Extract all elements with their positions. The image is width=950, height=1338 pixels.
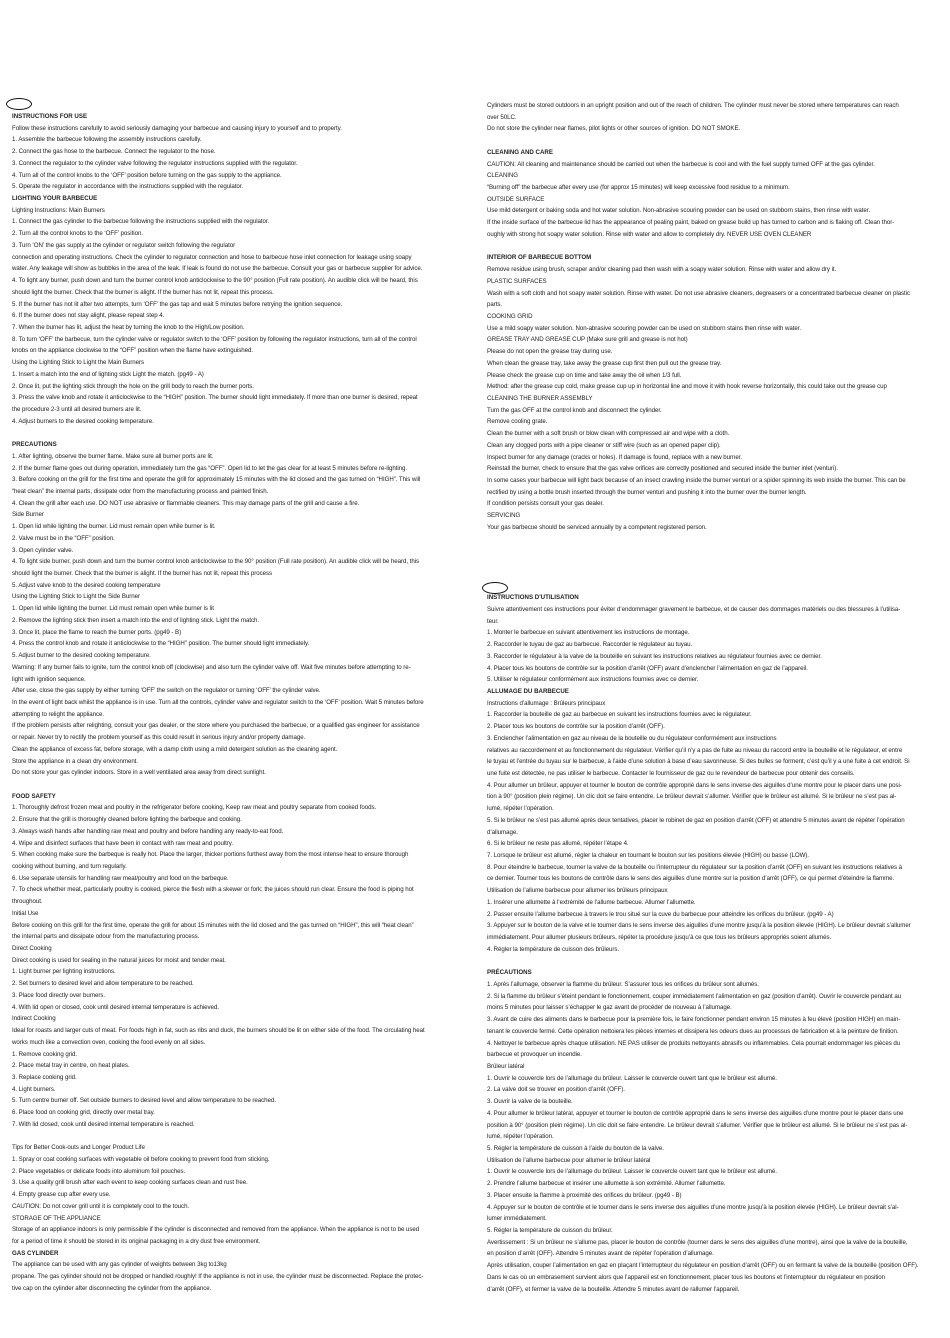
text-line: Reinstall the burner, check to ensure that the gas valve orifices are correctly positioned and secured inside the burner inlet (venturi). (487, 465, 838, 473)
text-line: lumer immédiatement. (487, 1215, 547, 1223)
text-line: parts. (487, 301, 503, 309)
text-line (487, 569, 949, 581)
text-line: Store the appliance in a clean dry environment. (12, 757, 138, 765)
text-line: 1. Ouvrir le couvercle lors de l’allumage du brûleur. Laisser le couvercle ouvert tant que le brûleur est allumé. (487, 1168, 777, 1176)
text-line: 2. Turn all the control knobs to the ‘OFF’ position. (12, 230, 143, 238)
text-line: should light the burner. Check that the burner is alight. If the burner has not lit, repeat this process (12, 570, 273, 578)
text-line: 3. Enclencher l’alimentation en gaz au niveau de la bouteille ou du régulateur conformément aux instructions (487, 734, 777, 742)
text-line: 1. Open lid while lighting the burner. Lid must remain open while burner is lit (12, 605, 214, 613)
text-line: 3. Replace cooking grid. (12, 1073, 77, 1081)
text-line: 4. To light side burner, push down and turn the burner control knob anticlockwise to the 90° position (Full rate position). An audible click will be heard, this (12, 558, 420, 566)
text-line: lumé, répéter l’opération. (487, 1133, 554, 1141)
section-heading: FOOD SAFETY (12, 792, 56, 800)
text-line: 2. Valve must be in the “OFF” position. (12, 534, 115, 542)
text-line: 1. Insérer une allumette à l’extrémité de l’allume barbecue. Allumer l’allumette. (487, 898, 696, 906)
text-line: If the problem persists after relighting, consult your gas dealer, or the store where you purchased the barbecue, or a qualified gas engineer for assistance (12, 722, 420, 730)
text-line (487, 545, 949, 557)
text-line: throughout. (12, 898, 43, 906)
text-line: Dans le cas où un embrasement survient alors que l’appareil est en fonctionnement, placer tous les boutons et l’interrupteur du régulateur en position (487, 1273, 886, 1281)
text-line: 5. Operate the regulator in accordance with the instructions supplied with the regulator. (12, 183, 244, 191)
text-line: Use a mild soapy water solution. Non-abrasive scouring powder can be used on stubborn stains then rinse with water. (487, 324, 802, 332)
text-line: 1. Thoroughly defrost frozen meat and poultry in the refrigerator before cooking, Keep raw meat and poultry separate from cooked foods. (12, 804, 377, 812)
text-line: The appliance can be used with any gas cylinder of weights between 3kg to13kg (12, 1261, 227, 1269)
text-line: 4. Pour allumer le brûleur latéral, appuyer et tourner le bouton de contrôle approprié dans le sens inverse des aiguilles d’une montre pour le placer dans une (487, 1109, 904, 1117)
text-line: Side Burner (12, 511, 44, 519)
text-line: 3. Press the valve knob and rotate it anticlockwise to the “HIGH” position. The burner should light immediately. If more than one burner is desired, repeat (12, 394, 418, 402)
text-line: 3. Always wash hands after handling raw meat and poultry and before handling any ready-to-eat food. (12, 827, 284, 835)
text-line: STORAGE OF THE APPLIANCE (12, 1214, 101, 1222)
section-heading: PRÉCAUTIONS (487, 969, 532, 977)
text-line (487, 241, 949, 253)
text-line: 1. Ouvrir le couvercle lors de l’allumage du brûleur. Laisser le couvercle ouvert tant que le brûleur est allumé. (487, 1074, 777, 1082)
section-heading: PRECAUTIONS (12, 441, 57, 449)
text-line (487, 955, 949, 967)
text-line: 6. Place food on cooking grid, directly over metal tray. (12, 1109, 155, 1117)
text-line: 1. Raccorder la bouteille de gaz au barbecue en suivant les instructions fournies avec le régulateur. (487, 711, 752, 719)
text-line: 2. Ensure that the grill is thoroughly cleaned before lighting the barbeque and cooking. (12, 816, 242, 824)
text-line: “heat clean” the internal parts, dissipate odor from the manufacturing process and painted finish. (12, 488, 269, 495)
text-line: Do not store your gas cylinder indoors. Store in a well ventilated area away from direct sunlight. (12, 769, 266, 777)
text-line: CAUTION: Do not cover grill until it is completely cool to the touch. (12, 1202, 190, 1210)
text-line: 3. Turn ‘ON’ the gas supply at the cylinder or regulator switch following the regulator (12, 241, 236, 249)
text-line: Avertissement : Si un brûleur ne s’allume pas, placer le bouton de contrôle (tourner dans le sens des aiguilles d’une montre), ainsi que la valve de la bouteille, (487, 1238, 908, 1246)
text-line: relatives au raccordement et au fonctionnement du régulateur. Vérifier qu’il n’y a pas de fuite au niveau du raccord entre la bouteille et le régulateur, et entre (487, 746, 903, 754)
text-line: knobs on the appliance clockwise to the “OFF” position when the flame have extinguished. (12, 347, 254, 355)
text-line: 4. Pour allumer un brûleur, appuyer et tourner le bouton de contrôle approprié dans le sens inverse des aiguilles d’une montre pour le placer dans une posi- (487, 781, 902, 789)
text-line: Turn the gas OFF at the control knob and disconnect the cylinder. (487, 406, 662, 414)
text-line: 5. Adjust burner to the desired cooking temperature. (12, 652, 151, 660)
text-line: teur. (487, 617, 499, 625)
text-line (487, 534, 949, 546)
text-line: Direct Cooking (12, 945, 52, 953)
section-heading: INSTRUCTIONS D'UTILISATION (487, 594, 579, 602)
text-line: the procedure 2-3 until all desired burners are lit. (12, 405, 142, 413)
text-line: barbecue et provoquer un incendie. (487, 1051, 582, 1059)
text-line: 6. Si le brûleur ne reste pas allumé, répéter l’étape 4. (487, 840, 629, 848)
text-line: Do not store the cylinder near flames, pilot lights or other sources of ignition. DO NOT SMOKE. (487, 125, 741, 133)
text-line: for a period of time it should be stored in its original packaging in a dry dust free environment. (12, 1238, 261, 1245)
text-line: une fuite est détectée, ne pas utiliser le barbecue. Contacter le fournisseur de gaz ou le revendeur de barbecue pour obtenir des conseils. (487, 769, 855, 777)
text-line: 1. Spray or coat cooking surfaces with vegetable oil before cooking to prevent food from sticking. (12, 1155, 270, 1163)
text-line: 8. To turn ‘OFF’ the barbecue, turn the cylinder valve or regulator switch to the ‘OFF’ position by following the regulator instructions, turn all of the control (12, 335, 417, 343)
text-line: 5. Si le brûleur ne s’est pas allumé après deux tentatives, placer le robinet de gaz en position d’arrêt (OFF) et attendre 5 minutes avant de répéter l’opération (487, 816, 905, 824)
text-line: propane. The gas cylinder should not be dropped or handled roughly! If the appliance is not in use, the cylinder must be disconnected. Replace the protec- (12, 1273, 424, 1281)
text-line: 5. If the burner has not lit after two attempts, turn ‘OFF’ the gas tap and wait 5 minutes before retrying the ignition sequence. (12, 300, 343, 308)
text-line: Wash with a soft cloth and hot soapy water solution. Rinse with water. Do not use abrasive cleaners, degreasers or a concentrated barbecue cleaner on plastic (487, 289, 911, 297)
text-line: CLEANING THE BURNER ASSEMBLY (487, 394, 593, 402)
section-heading: CLEANING AND CARE (487, 148, 553, 156)
section-heading: INSTRUCTIONS FOR USE (12, 113, 88, 120)
text-line: Before cooking on this grill for the first time, operate the grill for about 15 minutes with the lid closed and the gas turned on “HIGH”, this will “heat clean” (12, 921, 414, 929)
text-line: Method: after the grease cup cold, make grease cup up in horizontal line and move it with hook reverse horizontally, this could take out the grease cup (487, 383, 887, 391)
text-line: OUTSIDE SURFACE (487, 195, 545, 203)
text-line: CAUTION: All cleaning and maintenance should be carried out when the barbecue is cool and with the fuel supply turned OFF at the gas cylinder. (487, 160, 875, 168)
text-line: GREASE TRAY AND GREASE CUP (Make sure grill and grease is not hot) (487, 336, 688, 344)
text-line: 2. Set burners to desired level and allow temperature to be reached. (12, 980, 194, 988)
text-line: d’arrêt (OFF), et fermer la valve de la bouteille. Attendre 5 minutes avant de rallumer l’appareil. (487, 1285, 740, 1293)
text-line: Lighting Instructions: Main Burners (12, 206, 105, 214)
text-line: Utilisation de l’allume barbecue pour allumer les brûleurs principaux (487, 887, 668, 895)
text-line: 3. Appuyer sur le bouton de la valve et le tourner dans le sens inverse des aiguilles d’une montre jusqu’à la position élevée (HIGH). Le brûleur devrait s’allumer (487, 922, 911, 930)
text-line: Remove residue using brush, scraper and/or cleaning pad then wash with a soapy water solution. Rinse with water and allow dry it. (487, 266, 837, 274)
text-line: oughly with strong hot soapy water solution. Rinse with water and allow to completely dry. NEVER USE OVEN CLEANER (487, 230, 812, 238)
text-line: SERVICING (487, 512, 521, 520)
text-line: 5. Régler la température de cuisson du brûleur. (487, 1227, 613, 1234)
flag-badge-english (6, 98, 32, 110)
text-line: attempting to relight the appliance. (12, 710, 105, 718)
text-line: Storage of an appliance indoors is only permissible if the cylinder is disconnected and removed from the appliance. When the appliance is not to be used (12, 1226, 420, 1234)
text-line: 2. La valve doit se trouver en position d’arrêt (OFF). (487, 1086, 625, 1094)
text-line: ce dernier. Tourner tous les boutons de contrôle dans le sens des aiguilles d’une montre sur la position d’arrêt (OFF), ce qui permet d’éteindre la flamme. (487, 875, 895, 883)
text-line: immédiatement. Pour allumer plusieurs brûleurs, répéter la procédure jusqu’à ce que tous les brûleurs appropriés soient allumés. (487, 934, 832, 942)
text-line: 2. If the burner flame goes out during operation, immediately turn the gas “OFF”. Open lid to let the gas clear for at least 5 minutes before re-lighting. (12, 464, 408, 472)
text-line: CLEANING (487, 172, 518, 180)
text-line: 6. Use separate utensils for handling raw meat/poultry and food on the barbeque. (12, 874, 229, 882)
text-line: 2. Si la flamme du brûleur s’éteint pendant le fonctionnement, couper immédiatement l’alimentation en gaz (position d’arrêt). Ouvrir le couvercle pendant au (487, 992, 902, 1000)
text-line: 2. Prendre l’allume barbecue et insérer une allumette à son extrémité. Allumer l’allumette. (487, 1180, 726, 1188)
text-line: lumé, répéter l’opération. (487, 805, 554, 813)
text-line: Ideal for roasts and larger cuts of meat. For foods high in fat, such as ribs and duck, the burners should be lit on either side of the food. The circulating heat (12, 1027, 425, 1035)
text-line (12, 1131, 474, 1143)
right-column (487, 100, 949, 1295)
text-line: moins 5 minutes pour laisser s’échapper le gaz avant de procéder de nouveau à l’allumage. (487, 1004, 732, 1012)
text-line: 1. Light burner per lighting instructions. (12, 968, 116, 976)
text-line: tenant le couvercle fermé. Cette opération nettoiera les pièces internes et dissipera les odeurs dues au processus de fabrication et à la peinture de finition. (487, 1027, 899, 1035)
text-line: Instructions d’allumage : Brûleurs principaux (487, 699, 606, 707)
text-line: 3. Once lit, place the flame to reach the burner ports. (pg49 - B) (12, 628, 182, 636)
text-line: Follow these instructions carefully to avoid seriously damaging your barbecue and causing injury to yourself and to property. (12, 124, 342, 132)
text-line: 1. Remove cooking grid. (12, 1050, 78, 1058)
text-line: 2. Placer tous les boutons de contrôle sur la position d’arrêt (OFF). (487, 723, 665, 731)
text-line: 3. Use a quality grill brush after each event to keep cooking surfaces clean and rust free. (12, 1179, 248, 1187)
text-line: 1. After lighting, observe the burner flame. Make sure all burner ports are lit. (12, 452, 214, 460)
text-line: 3. Raccorder le régulateur à la valve de la bouteille en suivant les instructions relatives au régulateur fournies avec ce dernier. (487, 652, 822, 660)
text-line: should light the burner. Check that the burner is alight. If the burner has not lit, repeat this process. (12, 288, 274, 296)
text-line: 7. With lid closed, cook until desired internal temperature is reached. (12, 1120, 195, 1128)
text-line: d’allumage. (487, 828, 518, 836)
text-line: 1. Open lid while lighting the burner. Lid must remain open while burner is lit. (12, 523, 216, 531)
text-line: 1. Après l’allumage, observer la flamme du brûleur. S’assurer tous les orifices du brûleur sont allumés. (487, 980, 759, 988)
text-line: 8. Pour éteindre le barbecue, tourner la valve de la bouteille ou l’interrupteur du régulateur sur la position d’arrêt (OFF) en suivant les instructions relatives à (487, 863, 903, 871)
text-line: Indirect Cooking (12, 1015, 56, 1023)
text-line: 4. Appuyer sur le bouton de contrôle et le tourner dans le sens inverse des aiguilles d’une montre jusqu’à la position élevée (HIGH). Le brûleur devrait s’al- (487, 1203, 899, 1211)
text-line: 4. Wipe and disinfect surfaces that have been in contact with raw meat and poultry. (12, 839, 234, 847)
text-line: 1. Assemble the barbecue following the assembly instructions carefully. (12, 136, 202, 144)
text-line: “Burning off” the barbecue after every use (for approx 15 minutes) will keep excessive food residue to a minimum. (487, 184, 790, 192)
text-line: 3. Connect the regulator to the cylinder valve following the regulator instructions supplied with the regulator. (12, 159, 298, 167)
text-line: water. Any leakage will show as bubbles in the area of the leak. If leak is found do not use the barbecue. Consult your gas or barbecue supplier for advice. (12, 265, 423, 273)
text-line: After use, close the gas supply by either turning ‘OFF’ the switch on the regulator or turning ‘OFF’ the cylinder valve. (12, 687, 321, 695)
text-line: Your gas barbecue should be serviced annually by a competent registered person. (487, 523, 707, 531)
text-line: If the inside surface of the barbecue lid has the appearance of pealing paint, baked on grease build up has turned to carbon and is flaking off. Clean thor- (487, 219, 895, 227)
text-line: Use mild detergent or baking soda and hot water solution. Non-abrasive scouring powder can be used on stubborn stains, then rinse with water. (487, 207, 871, 215)
text-line: over 50LC. (487, 113, 517, 121)
text-line: 4. Clean the grill after each use. DO NOT use abrasive or flammable cleaners. This may damage parts of the grill and cause a fire. (12, 499, 360, 507)
text-line: Please check the grease cup on time and take away the oil when 1/3 full. (487, 371, 682, 379)
text-line: cooking without burning, and turn regularly. (12, 863, 127, 870)
text-line: 4. Placer tous les boutons de contrôle sur la position d’arrêt (OFF) avant d’enclencher l’alimentation en gaz de l’appareil. (487, 664, 808, 672)
text-line: 4. Light burners. (12, 1085, 56, 1093)
text-line: If condition persists consult your gas dealer. (487, 500, 604, 508)
text-line: In some cases your barbecue will light back because of an insect crawling inside the burner venturi or a spider spinning its web inside the burner. This can be (487, 477, 906, 484)
text-line: 5. Régler la température de cuisson à l’aide du bouton de la valve. (487, 1144, 664, 1152)
text-line: 6. If the burner does not stay alight, please repeat step 4. (12, 312, 165, 320)
text-line: light with ignition sequence. (12, 675, 86, 683)
text-line: 5. When cooking make sure the barbeque is really hot. Place the larger, thicker portions furthest away from the most intense heat to ensure thorough (12, 851, 409, 859)
text-line: 4. Nettoyer le barbecue après chaque utilisation. NE PAS utiliser de produits nettoyants abrasifs ou inflammables. Cela pourrait endommager les pièces du (487, 1039, 901, 1047)
text-line: 4. Press the control knob and rotate it anticlockwise to the “HIGH” position. The burner should light immediately. (12, 640, 310, 648)
text-line: 5. Turn centre burner off. Set outside burners to desired level and allow temperature to be reached. (12, 1097, 276, 1105)
section-heading: LIGHTING YOUR BARBECUE (12, 195, 98, 203)
text-line (12, 779, 474, 791)
text-line: 3. Ouvrir la valve de la bouteille. (487, 1098, 573, 1106)
text-line: Warning: If any burner fails to ignite, turn the control knob off (clockwise) and also turn the cylinder valve off. Wait five minutes before attempting to re- (12, 663, 411, 671)
text-line: 2. Remove the lighting stick then insert a match into the end of lighting stick. Light the match. (12, 616, 260, 624)
text-line: tive cap on the cylinder after disconnecting the cylinder from the appliance. (12, 1284, 212, 1292)
left-column-text (12, 111, 474, 1295)
text-line: Direct cooking is used for sealing in the natural juices for moist and tender meat. (12, 956, 226, 964)
text-line: Using the Lighting Stick to Light the Main Burners (12, 359, 144, 367)
text-line: 1. Monter le barbecue en suivant attentivement les instructions de montage. (487, 629, 690, 637)
text-line: 4. Empty grease cup after every use. (12, 1191, 111, 1199)
text-line: Remove cooling grate. (487, 418, 548, 426)
text-line: Brûleur latéral (487, 1062, 525, 1070)
right-column-text (487, 100, 949, 1295)
text-line: Cylinders must be stored outdoors in an upright position and out of the reach of children. The cylinder must never be stored where temperatures can reach (487, 102, 899, 109)
text-line (487, 557, 949, 569)
text-line: or repair. Never try to rectify the problem yourself as this could result in serious injury and/or property damage. (12, 734, 306, 742)
text-line: Clean the appliance of excess fat, before storage, with a damp cloth using a mild detergent solution as the cleaning agent. (12, 745, 338, 753)
text-line: COOKING GRID (487, 312, 533, 320)
text-line: Suivre attentivement ces instructions pour éviter d’endommager gravement le barbecue, et de causer des dommages matériels ou des blessures à l’utilisa- (487, 605, 901, 613)
text-line: 3. Placer ensuite la flamme à proximité des orifices du brûleur. (pg49 - B) (487, 1191, 682, 1199)
text-line: Utilisation de l’allume barbecue pour allumer le brûleur latéral (487, 1156, 651, 1164)
text-line: 4. Turn all of the control knobs to the ‘OFF’ position before turning on the gas supply to the appliance. (12, 171, 282, 179)
text-line: 5. Utiliser le régulateur conformément aux instructions fournies avec ce dernier. (487, 676, 699, 684)
text-line: In the event of light back whilst the appliance is in use. Turn all the controls, cylinder valve and regulator switch to the ‘OFF’ position. Wait 5 minutes before (12, 698, 424, 706)
section-heading: ALLUMAGE DU BARBECUE (487, 687, 569, 695)
text-line: the internal parts and dissipate odour from the manufacturing process. (12, 933, 200, 941)
text-line (487, 135, 949, 147)
text-line: 2. Passer ensuite l’allume barbecue à travers le trou situé sur la cuve du barbecue pour atteindre les orifices du brûleur. (pg49 - A) (487, 910, 834, 918)
text-line: 2. Raccorder le tuyau de gaz au barbecue. Raccorder le régulateur au tuyau. (487, 641, 693, 649)
text-line: 4. To light any burner, push down and turn the burner control knob anticlockwise to the 90° position (Full rate position). An audible click will be heard, this (12, 277, 418, 285)
text-line: Please do not open the grease tray during use. (487, 348, 613, 356)
text-line: 3. Open cylinder valve. (12, 546, 74, 554)
text-line: 4. Régler la température de cuisson des brûleurs. (487, 945, 620, 953)
text-line: Inspect burner for any damage (cracks or holes). If damage is found, replace with a new burner. (487, 453, 742, 461)
left-column (12, 111, 474, 1295)
text-line: 4. With lid open or closed, cook until desired internal temperature is achieved. (12, 1003, 219, 1011)
text-line: When clean the grease tray, take away the grease cup first then pull out the grease tray. (487, 359, 722, 367)
text-line: 2. Once lit, put the lighting stick through the hole on the grill body to reach the burner ports. (12, 382, 254, 390)
text-line: 1. Insert a match into the end of lighting stick Light the match. (pg49 - A) (12, 370, 204, 378)
text-line: 2. Place metal tray in centre, on heat plates. (12, 1062, 130, 1070)
text-line: en position d’arrêt (OFF). Attendre 5 minutes avant de répéter l’opération d’allumage. (487, 1250, 714, 1258)
text-line (12, 427, 474, 439)
text-line: tion à 90° (position plein régime). Un clic doit se faire entendre. Le brûleur devrait s’allumer. Vérifier que le brûleur est allumé. Si le brûleur ne s’est pas al- (487, 793, 897, 801)
text-line: 1. Connect the gas cylinder to the barbecue following the instructions supplied with the regulator. (12, 218, 270, 226)
text-line: 3. Place food directly over burners. (12, 991, 106, 999)
text-line: Tips for Better Cook-outs and Longer Product Life (12, 1144, 145, 1152)
text-line: connection and operating instructions. Check the cylinder to regulator connection and hose to barbecue hose inlet connection for leakage using soapy (12, 253, 412, 261)
text-line: Using the Lighting Stick to Light the Side Burner (12, 593, 140, 601)
text-line: rectified by using a bottle brush inserted through the burner venturi and pushing it into the burner over the burner length. (487, 488, 807, 496)
section-heading: GAS CYLINDER (12, 1249, 59, 1257)
text-line: 5. Adjust valve knob to the desired cooking temperature (12, 581, 161, 589)
text-line: 7. To check whether meat, particularly poultry is cooked, pierce the flesh with a skewer or fork; the juices should run clear. Ensure the food is piping hot (12, 886, 414, 894)
text-line: Clean the burner with a soft brush or blow clean with compressed air and wipe with a cloth. (487, 430, 730, 438)
text-line: works much like a convection oven, cooking the food evenly on all sides. (12, 1038, 206, 1046)
text-line: 3. Before cooking on the grill for the first time and operate the grill for approximately 15 minutes with the lid closed and the gas turned on “HIGH”. This will (12, 476, 421, 484)
text-line: Initial Use (12, 909, 39, 917)
text-line: 7. Lorsque le brûleur est allumé, régler la chaleur en tournant le bouton sur les positions élevée (HIGH) ou basse (LOW). (487, 852, 809, 859)
text-line: 2. Place vegetables or delicate foods into aluminum foil pouches. (12, 1167, 186, 1175)
text-line: 3. Avant de cuire des aliments dans le barbecue pour la première fois, le faire fonctionner pendant environ 15 minutes à feu élevé (position HIGH) en main- (487, 1016, 901, 1024)
text-line: 4. Adjust burners to the desired cooking temperature. (12, 417, 154, 425)
text-line: 2. Connect the gas hose to the barbecue. Connect the regulator to the hose. (12, 148, 216, 156)
text-line: Après utilisation, couper l’alimentation en gaz en plaçant l’interrupteur du régulateur en position d’arrêt (OFF) ou en fermant la valve de la bouteille (position OFF). (487, 1262, 919, 1270)
text-line: le tuyau et l’entrée du tuyau sur le barbecue, à l’aide d’une solution à base d’eau savonneuse. Si des bulles se forment, c’est qu’il y a une fuite à cet endroit. Si (487, 758, 910, 766)
text-line: 7. When the burner has lit, adjust the heat by turning the knob to the High/Low position. (12, 323, 245, 331)
text-line: Clean any clogged ports with a pipe cleaner or stiff wire (such as an opened paper clip). (487, 441, 721, 449)
text-line (487, 580, 949, 592)
section-heading: INTERIOR OF BARBECUE BOTTOM (487, 254, 592, 262)
text-line: position à 90° (position plein régime). Un clic doit se faire entendre. Le brûleur devrait s’allumer. Vérifier que le brûleur est allumé. Si le brûleur ne s’est pas al- (487, 1121, 908, 1129)
text-line: PLASTIC SURFACES (487, 277, 547, 285)
